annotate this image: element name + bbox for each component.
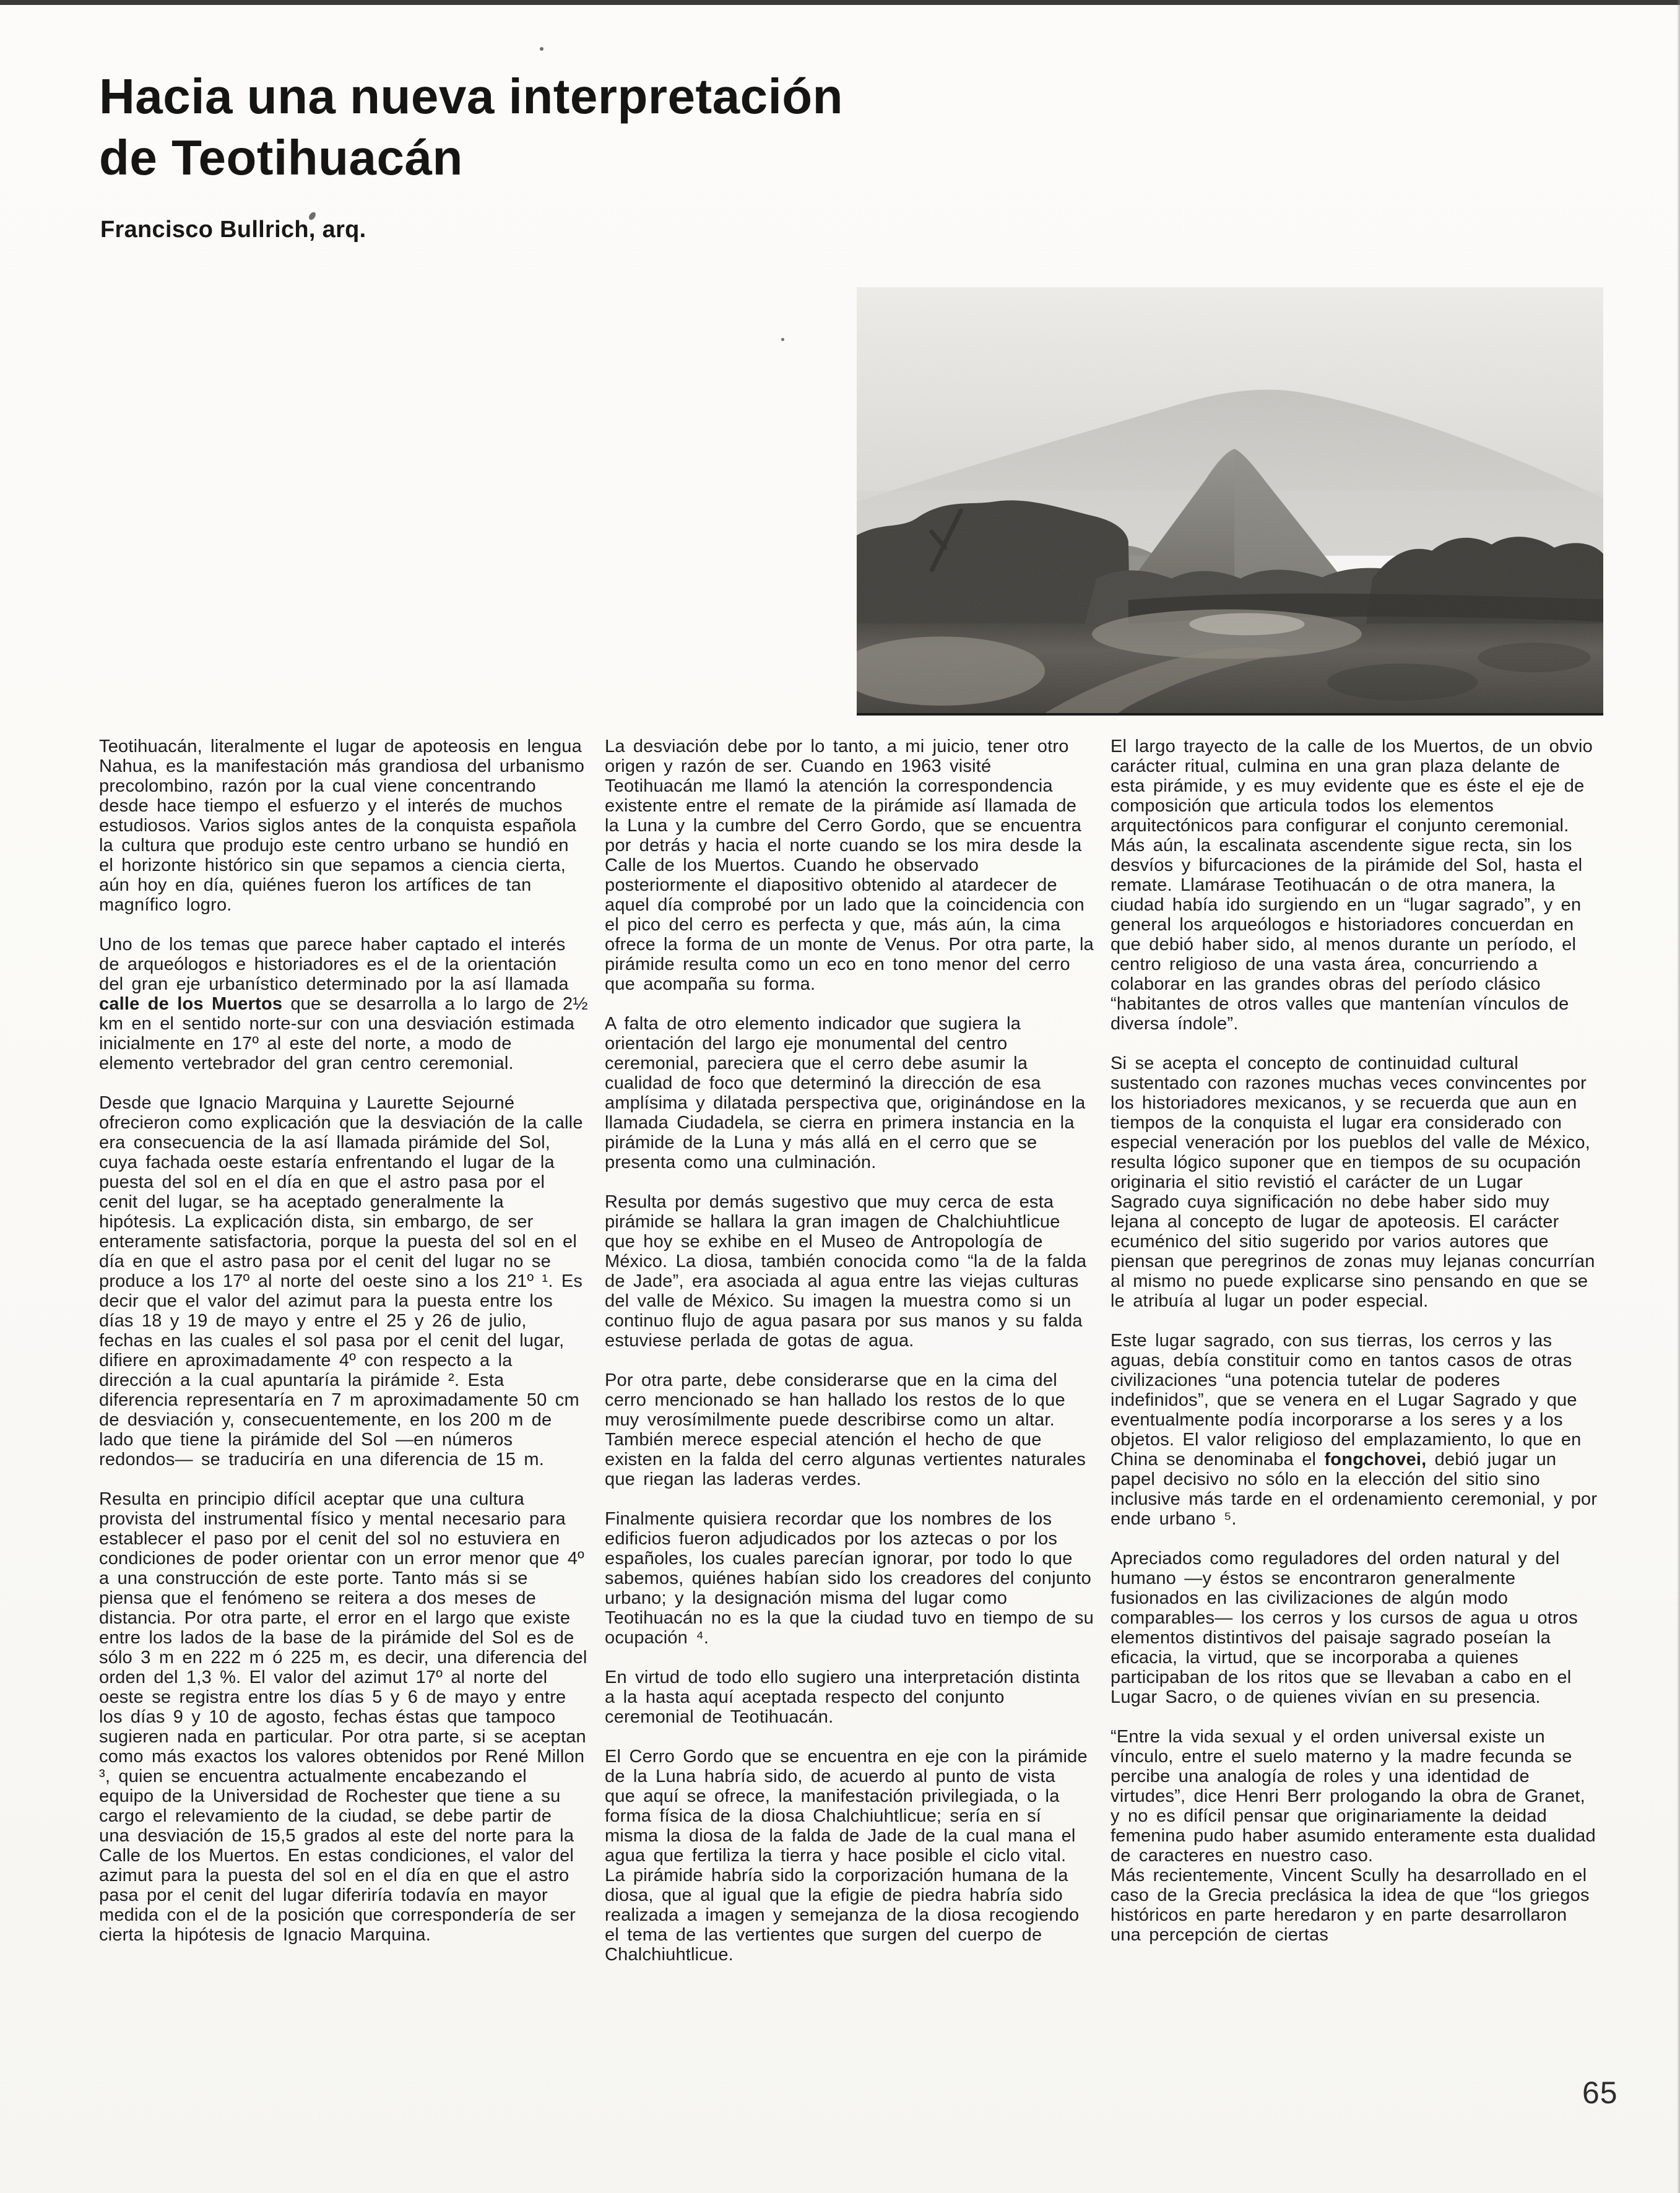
text-segment: En virtud de todo ello sugiero una interpretación distinta a la hasta aquí aceptada respecto del conjunto ceremonial de Teotihuacán. [605,1667,1080,1727]
text-segment: Resulta por demás sugestivo que muy cerca de esta pirámide se hallara la gran imagen de Chalchiuhtlicue que hoy se exhibe en el Museo de Antropología de México. La diosa, también conocida como “la de la falda de Jade”, era asociada al agua entre las viejas culturas del valle de México. Su imagen la muestra como si un continuo flujo de agua pasara por sus manos y su falda estuviese perlada de gotas de agua. [605,1192,1087,1351]
paragraph [99,935,588,1073]
paragraph [605,1370,1094,1489]
paragraph [1111,737,1600,1034]
article-title-line1: Hacia una nueva interpretación [99,69,844,124]
paragraph [99,1093,588,1469]
page-right-edge-rule [1677,0,1680,2193]
text-segment: debió jugar un papel decisivo no sólo en la elección del sitio sino inclusive más tarde en el ordenamiento ceremonial, y por ende urbano ⁵. [1111,1450,1598,1529]
text-segment: “Entre la vida sexual y el orden universal existe un vínculo, entre el suelo materno y la madre fecunda se percibe una analogía de roles y una identidad de virtudes”, dice Henri Berr prologando la obra de Granet, y no es difícil pensar que originariamente la deidad femenina pudo haber asumido enteramente esta dualidad de caracteres en nuestro caso. [1111,1727,1596,1866]
text-segment: Este lugar sagrado, con sus tierras, los cerros y las aguas, debía constituir como en tantos casos de otras civilizaciones “una potencia tutelar de poderes indefinidos”, que se venera en el Lugar Sagrado y que eventualmente podía incorporarse a los seres y a los objetos. El valor religioso del emplazamiento, lo que en China se denominaba el [1111,1331,1582,1469]
landscape-photo-illustration [857,287,1603,713]
text-column-2 [605,737,1094,1965]
paragraph [605,1192,1094,1351]
text-segment: Desde que Ignacio Marquina y Laurette Sejourné ofrecieron como explicación que la desviación de la calle era consecuencia de la así llamada pirámide del Sol, cuya fachada oeste estaría enfrentando el lugar de la puesta del sol en el día en que el astro pasa por el cenit del lugar, se ha aceptado generalmente la hipótesis. La explicación dista, sin embargo, de ser enteramente satisfactoria, porque la puesta del sol en el día en que el astro pasa por el cenit del lugar no se produce a los 17º al norte del oeste sino a los 21º ¹. Es decir que el valor del azimut para la puesta entre los días 18 y 19 de mayo y entre el 25 y 26 de julio, fechas en las cuales el sol pasa por el cenit del lugar, difiere en aproximadamente 4º con respecto a la dirección a la cual apuntaría la pirámide ². Esta diferencia representaría en 7 m aproximadamente 50 cm de desviación y, consecuentemente, en los 200 m de lado que tiene la pirámide del Sol —en números redondos— se traduciría en una diferencia de 15 m. [99,1093,583,1469]
text-segment: Apreciados como reguladores del orden natural y del humano —y éstos se encontraron generalmente fusionados en las civilizaciones de algún modo comparables— los cerros y los cursos de agua u otros elementos distintivos del paisaje sagrado poseían la eficacia, la virtud, que se incorporaba a quienes participaban de los ritos que se llevaban a cabo en el Lugar Sacro, o de quienes vivían en su presencia. [1111,1549,1578,1707]
scan-speck [781,338,784,341]
bold-phrase: calle de los Muertos [99,994,283,1014]
paragraph [605,1014,1094,1172]
paragraph [1111,1053,1600,1311]
text-segment: Si se acepta el concepto de continuidad cultural sustentado con razones muchas veces convincentes por los historiadores mexicanos, y se recuerda que aun en tiempos de la conquista el lugar era considerado con especial veneración por los pueblos del valle de México, resulta lógico suponer que en tiempos de su ocupación originaria el sitio revistió el carácter de un Lugar Sagrado cuya significación no debe haber sido muy lejana al concepto de lugar de apoteosis. El carácter ecuménico del sitio sugerido por varios autores que piensan que peregrinos de zonas muy lejanas concurrían al mismo no puede explicarse sino pensando en que se le atribuía al lugar un poder especial. [1111,1053,1595,1311]
text-segment: A falta de otro elemento indicador que sugiera la orientación del largo eje monumental del centro ceremonial, pareciera que el cerro debe asumir la cualidad de foco que determinó la dirección de esa amplísima y dilatada perspectiva que, originándose en la llamada Ciudadela, se cierra en primera instancia en la pirámide de la Luna y más allá en el cerro que se presenta como una culminación. [605,1014,1086,1172]
scan-speck [540,47,543,51]
paragraph [605,737,1094,994]
paragraph [1111,1866,1600,1945]
page-top-edge-rule [0,0,1680,5]
article-title-line2: de Teotihuacán [99,130,463,185]
text-segment: El largo trayecto de la calle de los Muertos, de un obvio carácter ritual, culmina en una gran plaza delante de esta pirámide, y es muy evidente que es éste el eje de composición que articula todos los elementos arquitectónicos para configurar el conjunto ceremonial. Más aún, la escalinata ascendente sigue recta, sin los desvíos y bifurcaciones de la pirámide del Sol, hasta el remate. Llamárase Teotihuacán o de otra manera, la ciudad había ido surgiendo en un “lugar sagrado”, y en general los arqueólogos e historiadores concuerdan en que debió haber sido, al menos durante un período, el centro religioso de una vasta área, concurriendo a colaborar en las grandes obras del período clásico “habitantes de otros valles que mantenían vínculos de diversa índole”. [1111,737,1593,1034]
bold-phrase: fongchovei, [1324,1450,1427,1469]
text-segment: que se desarrolla a lo largo de 2½ km en el sentido norte-sur con una desviación estimada inicialmente en 17º al este del norte, a modo de elemento vertebrador del gran centro ceremonial. [99,994,588,1073]
page-number: 65 [1582,2075,1618,2110]
text-segment: Finalmente quisiera recordar que los nombres de los edificios fueron adjudicados por los aztecas o por los españoles, los cuales parecían ignorar, por todo lo que sabemos, quiénes habían sido los creadores del conjunto urbano; y la designación misma del lugar como Teotihuacán no es la que la ciudad tuvo en tiempo de su ocupación ⁴. [605,1509,1094,1648]
text-column-3 [1111,737,1600,1945]
paragraph [605,1667,1094,1727]
paragraph [99,737,588,915]
photo-grain [857,287,1603,713]
landscape-photo [857,287,1603,716]
paragraph [99,1489,588,1945]
text-column-1 [99,737,588,1945]
article-author: Francisco Bullrich, arq. [100,217,366,243]
paragraph [1111,1727,1600,1866]
paragraph [605,1509,1094,1648]
text-segment: El Cerro Gordo que se encuentra en eje con la pirámide de la Luna habría sido, de acuerdo al punto de vista que aquí se ofrece, la manifestación privilegiada, o la forma física de la diosa Chalchiuhtlicue; sería en sí misma la diosa de la falda de Jade de la cual mana el agua que fertiliza la tierra y hace posible el ciclo vital. La pirámide habría sido la corporización humana de la diosa, que al igual que la efigie de piedra habría sido realizada a imagen y semejanza de la diosa recogiendo el tema de las vertientes que surgen del cuerpo de Chalchiuhtlicue. [605,1747,1088,1965]
text-segment: Teotihuacán, literalmente el lugar de apoteosis en lengua Nahua, es la manifestación más grandiosa del urbanismo precolombino, razón por la cual viene concentrando desde hace tiempo el esfuerzo y el interés de muchos estudiosos. Varios siglos antes de la conquista española la cultura que produjo este centro urbano se hundió en el horizonte histórico sin que sepamos a ciencia cierta, aún hoy en día, quiénes fueron los artífices de tan magnífico logro. [99,737,585,915]
text-segment: Resulta en principio difícil aceptar que una cultura provista del instrumental físico y mental necesario para establecer el paso por el cenit del sol no estuviera en condiciones de poder orientar con un error menor que 4º a una construcción de este porte. Tanto más si se piensa que el fenómeno se reitera a dos meses de distancia. Por otra parte, el error en el largo que existe entre los lados de la base de la pirámide del Sol es de sólo 3 m en 222 m ó 225 m, es decir, una diferencia del orden del 1,3 %. El valor del azimut 17º al norte del oeste se registra entre los días 5 y 6 de mayo y entre los días 9 y 10 de agosto, fechas éstas que tampoco sugieren nada en particular. Por otra parte, si se aceptan como más exactos los valores obtenidos por René Millon ³, quien se encuentra actualmente encabezando el equipo de la Universidad de Rochester que tiene a su cargo el relevamiento de la ciudad, se debe partir de una desviación de 15,5 grados al este del norte para la Calle de los Muertos. En estas condiciones, el valor del azimut para la puesta del sol en el día en que el astro pasa por el cenit del lugar diferiría todavía en mayor medida con el de la posición que correspondería de ser cierta la hipótesis de Ignacio Marquina. [99,1489,587,1945]
text-segment: Uno de los temas que parece haber captado el interés de arqueólogos e historiadores es el de la orientación del gran eje urbanístico determinado por la así llamada [99,935,569,994]
text-segment: La desviación debe por lo tanto, a mi juicio, tener otro origen y razón de ser. Cuando en 1963 visité Teotihuacán me llamó la atención la correspondencia existente entre el remate de la pirámide así llamada de la Luna y la cumbre del Cerro Gordo, que se encuentra por detrás y hacia el norte cuando se los mira desde la Calle de los Muertos. Cuando he observado posteriormente el diapositivo obtenido al atardecer de aquel día comprobé por un lado que la coincidencia con el pico del cerro es perfecta y que, más aún, la cima ofrece la forma de un monte de Venus. Por otra parte, la pirámide resulta como un eco en tono menor del cerro que acompaña su forma. [605,737,1094,994]
text-segment: Por otra parte, debe considerarse que en la cima del cerro mencionado se han hallado los restos de lo que muy verosímilmente puede describirse como un altar. También merece especial atención el hecho de que existen en la falda del cerro algunas vertientes naturales que riegan las laderas verdes. [605,1370,1086,1489]
paragraph [1111,1549,1600,1707]
paragraph [1111,1331,1600,1529]
article-title [99,66,843,188]
paragraph [605,1747,1094,1965]
text-segment: Más recientemente, Vincent Scully ha desarrollado en el caso de la Grecia preclásica la idea de que “los griegos históricos en parte heredaron y en parte desarrollaron una percepción de ciertas [1111,1866,1590,1945]
